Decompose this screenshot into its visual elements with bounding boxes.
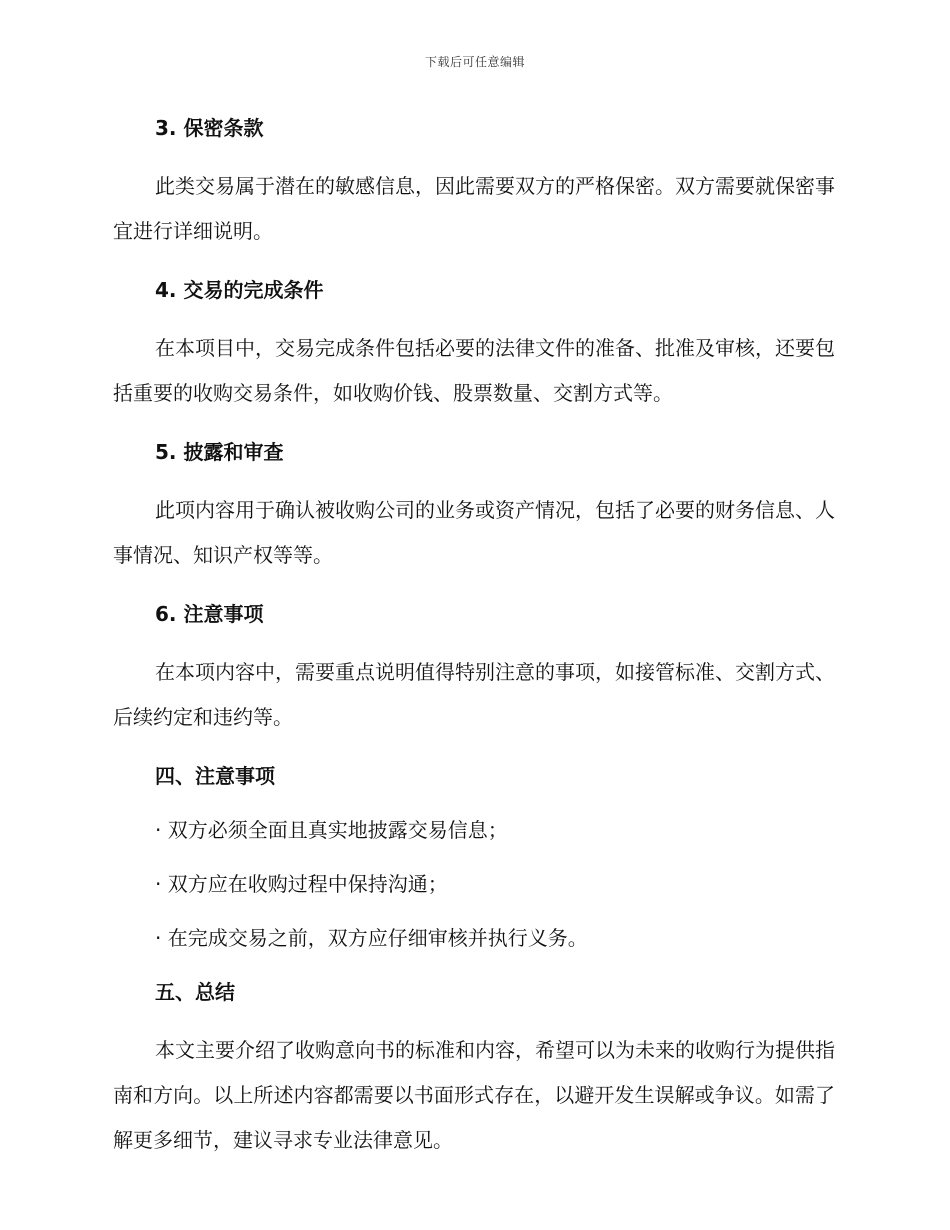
page-header: 下载后可任意编辑 <box>424 55 525 69</box>
document-body <box>113 110 835 1181</box>
section-heading-precautions: 四、注意事项 <box>155 764 275 788</box>
paragraph-summary: 本文主要介绍了收购意向书的标准和内容，希望可以为未来的收购行为提供指南和方向。以上所述内容都需要以书面形式存在，以避开发生误解或争议。如需了解更多细节，建议寻求专业法律意见。 <box>113 1038 835 1152</box>
section-heading-notes: 6. 注意事项 <box>155 602 264 626</box>
paragraph-disclosure-review: 此项内容用于确认被收购公司的业务或资产情况，包括了必要的财务信息、人事情况、知识产权等等。 <box>113 498 835 567</box>
section-heading-disclosure-review: 5. 披露和审查 <box>155 440 284 464</box>
section-heading-confidentiality: 3. 保密条款 <box>155 116 264 140</box>
section-heading-summary: 五、总结 <box>155 980 235 1004</box>
paragraph-completion-conditions: 在本项目中，交易完成条件包括必要的法律文件的准备、批准及审核，还要包括重要的收购交易条件，如收购价钱、股票数量、交割方式等。 <box>113 336 835 405</box>
paragraph-notes: 在本项内容中，需要重点说明值得特别注意的事项，如接管标准、交割方式、后续约定和违约等。 <box>113 660 835 729</box>
list-item: · 双方必须全面且真实地披露交易信息； <box>155 818 508 842</box>
section-heading-completion-conditions: 4. 交易的完成条件 <box>155 278 324 302</box>
list-item: · 双方应在收购过程中保持沟通； <box>155 872 448 896</box>
paragraph-confidentiality: 此类交易属于潜在的敏感信息，因此需要双方的严格保密。双方需要就保密事宜进行详细说明。 <box>113 174 835 243</box>
list-item: · 在完成交易之前，双方应仔细审核并执行义务。 <box>155 926 588 950</box>
